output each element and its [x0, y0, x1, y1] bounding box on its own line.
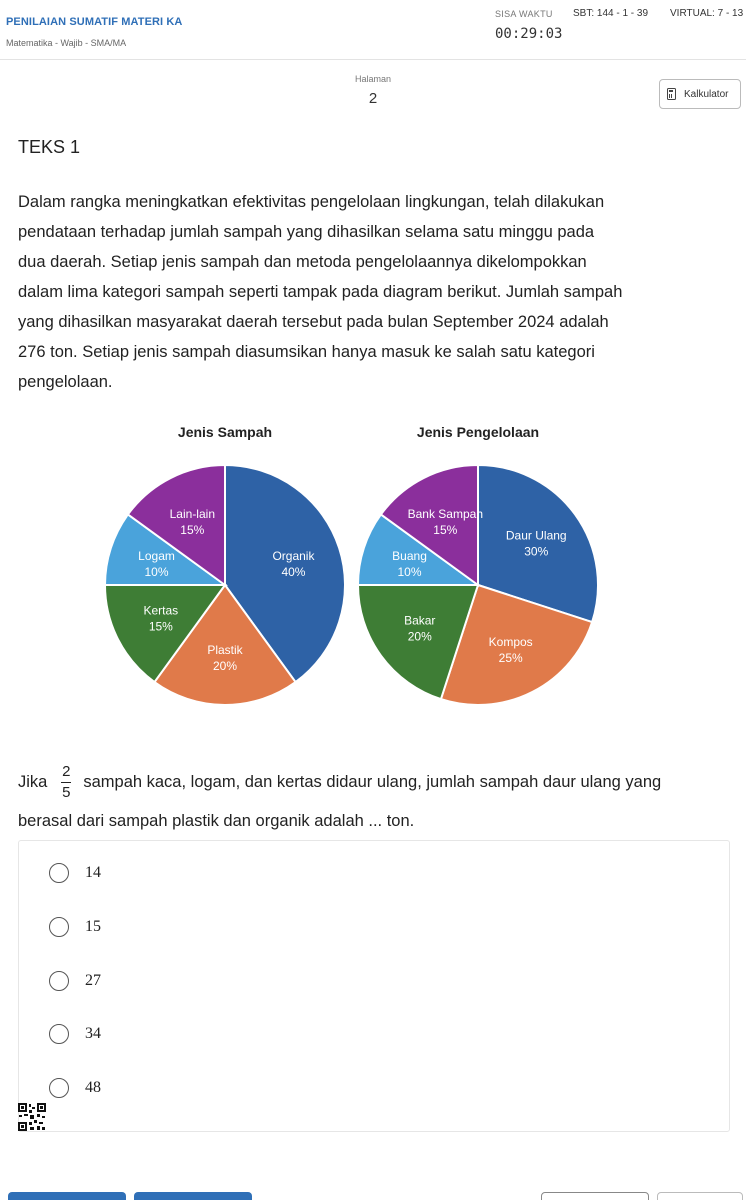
- slice-value-label: 15%: [148, 619, 173, 634]
- fraction-numerator: 2: [62, 762, 71, 780]
- calculator-icon: [667, 88, 676, 100]
- slice-label: Lain-lain: [169, 506, 216, 521]
- passage-line: yang dihasilkan masyarakat daerah tersebut pada bulan September 2024 adalah: [18, 313, 609, 331]
- passage-text: [18, 187, 628, 397]
- top-bar: [0, 0, 746, 60]
- exam-title: PENILAIAN SUMATIF MATERI KA: [6, 16, 183, 28]
- slice-value-label: 20%: [212, 659, 238, 673]
- slice-value-label: 10%: [144, 564, 169, 579]
- slice-label: Logam: [138, 548, 175, 563]
- chart-title: Jenis Pengelolaan: [416, 424, 540, 440]
- page-number: 2: [368, 90, 378, 107]
- chart-title: Jenis Sampah: [177, 424, 273, 440]
- fraction-denominator: 5: [62, 783, 71, 801]
- slice-value-label: 15%: [433, 522, 458, 537]
- timer-label: SISA WAKTU: [495, 9, 553, 19]
- nav-button-next[interactable]: [541, 1192, 649, 1200]
- radio-button[interactable]: [49, 917, 69, 937]
- nav-button-prev[interactable]: [8, 1192, 126, 1200]
- slice-label: Buang: [392, 548, 427, 563]
- passage-line: dalam lima kategori sampah seperti tampak pada diagram berikut. Jumlah sampah: [18, 283, 623, 301]
- pie-charts: [100, 420, 610, 720]
- slice-label: Bank Sampah: [407, 506, 484, 521]
- slice-value-label: 40%: [281, 564, 306, 579]
- calculator-label: Kalkulator: [684, 88, 729, 100]
- question-line2: berasal dari sampah plastik dan organik adalah ... ton.: [18, 812, 415, 830]
- passage-line: 276 ton. Setiap jenis sampah diasumsikan hanya masuk ke salah satu kategori: [18, 343, 595, 361]
- slice-value-label: 20%: [407, 629, 432, 644]
- slice-label: Daur Ulang: [505, 528, 567, 543]
- radio-button[interactable]: [49, 1078, 69, 1098]
- fraction: [61, 764, 71, 801]
- radio-button[interactable]: [49, 1024, 69, 1044]
- radio-button[interactable]: [49, 971, 69, 991]
- passage-line: pendataan terhadap jumlah sampah yang dihasilkan selama satu minggu pada: [18, 223, 595, 241]
- passage-title: TEKS 1: [18, 137, 81, 157]
- option-e[interactable]: [49, 1078, 101, 1098]
- nav-button-flag[interactable]: [134, 1192, 252, 1200]
- option-label: 48: [85, 1079, 101, 1096]
- slice-label: Plastik: [207, 643, 243, 657]
- option-c[interactable]: [49, 971, 101, 991]
- timer-value: 00:29:03: [495, 26, 563, 42]
- passage-line: Dalam rangka meningkatkan efektivitas pengelolaan lingkungan, telah dilakukan: [18, 193, 605, 211]
- option-label: 14: [85, 864, 101, 881]
- option-label: 34: [85, 1025, 101, 1042]
- slice-value-label: 30%: [524, 544, 549, 559]
- calculator-button[interactable]: [659, 79, 741, 109]
- answer-options: [18, 840, 730, 1132]
- qr-code-icon: [18, 1103, 46, 1131]
- slice-value-label: 25%: [498, 651, 523, 666]
- sbt-info: SBT: 144 - 1 - 39: [573, 8, 649, 19]
- page-label: Halaman: [354, 74, 392, 84]
- exam-subject: Matematika - Wajib - SMA/MA: [6, 38, 127, 48]
- virtual-info: VIRTUAL: 7 - 13: [670, 8, 744, 19]
- slice-value-label: 10%: [397, 564, 422, 579]
- slice-label: Kompos: [488, 635, 533, 650]
- nav-button-list[interactable]: [657, 1192, 743, 1200]
- slice-label: Kertas: [143, 603, 179, 618]
- radio-button[interactable]: [49, 863, 69, 883]
- passage-line: pengelolaan.: [18, 373, 113, 391]
- passage-line: dua daerah. Setiap jenis sampah dan metoda pengelolaannya dikelompokkan: [18, 253, 587, 271]
- slice-label: Organik: [272, 548, 315, 563]
- question-text: [18, 760, 718, 836]
- option-b[interactable]: [49, 917, 101, 937]
- question-prefix: Jika: [18, 773, 48, 791]
- option-label: 15: [85, 918, 101, 935]
- slice-value-label: 15%: [180, 522, 205, 537]
- option-label: 27: [85, 972, 101, 989]
- option-a[interactable]: [49, 863, 101, 883]
- question-line1: sampah kaca, logam, dan kertas didaur ulang, jumlah sampah daur ulang yang: [83, 773, 662, 791]
- option-d[interactable]: [49, 1024, 101, 1044]
- slice-label: Bakar: [404, 613, 436, 628]
